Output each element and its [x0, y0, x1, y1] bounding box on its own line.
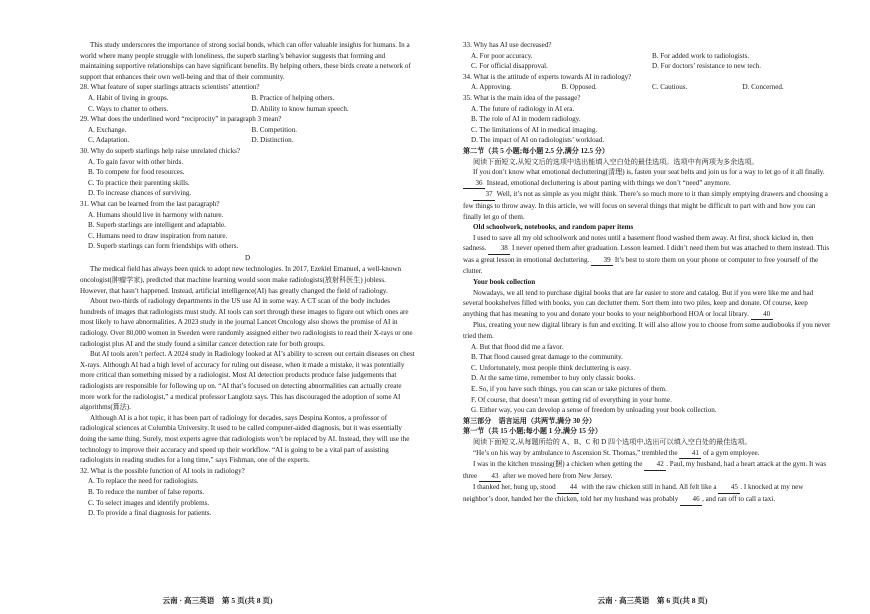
text-span: of a gym employee.	[703, 448, 760, 457]
blank-46: 46	[680, 494, 702, 506]
question-29: 29. What does the underlined word “reciprocity” in paragraph 3 mean?	[80, 115, 282, 124]
blank-45: 45	[718, 482, 740, 494]
option: D. The impact of AI on radiologists’ workload.	[471, 136, 605, 145]
option: B. Superb starlings are intelligent and adaptable.	[88, 221, 226, 230]
blank-39: 39	[591, 255, 613, 267]
option: B. That flood caused great damage to the community.	[471, 353, 623, 362]
option: C. Humans need to draw inspiration from nature.	[88, 231, 228, 240]
question-32-options	[88, 476, 415, 518]
option: D. At the same time, remember to buy only classic books.	[471, 374, 636, 383]
text-span: Instead, emotional decluttering is about parting with things we don’t “need” anymore.	[486, 178, 731, 187]
blank-37: 37	[473, 189, 495, 201]
question-34: 34. What is the attitude of experts towards AI in radiology?	[463, 72, 632, 81]
option: C. For official disapproval.	[471, 62, 548, 71]
option: D. Distinction.	[251, 136, 294, 145]
option: C. Cautious.	[652, 83, 688, 92]
text-span: I used to save all my old schoolwork and notes until a basement flood washed them away. At first, shock kicked in, then sadness.	[463, 233, 814, 253]
section-2-options	[471, 342, 833, 416]
option: E. So, if you have such things, you can scan or take pictures of them.	[471, 385, 667, 393]
question-31-options	[88, 210, 415, 252]
option: C. Ways to chatter to others.	[88, 104, 169, 113]
option: D. To provide a final diagnosis for patients.	[88, 509, 212, 518]
option: A. Humans should live in harmony with nature.	[88, 210, 224, 219]
right-column	[463, 40, 833, 506]
option: C. The limitations of AI in medical imaging.	[471, 125, 598, 134]
subheading-old-schoolwork: Old schoolwork, notebooks, and random paper items	[473, 223, 634, 232]
cloze-paragraph-3	[463, 233, 833, 277]
text-span: after we moved here from New Jersey.	[502, 471, 613, 480]
question-34-options	[471, 82, 833, 93]
text-span: . I knocked at my new neighbor’s door, handed her the chicken, told her my husband was probably	[463, 483, 804, 503]
text-span: “He’s on his way by ambulance to Ascension St. Thomas,” trembled the	[473, 448, 678, 457]
question-35: 35. What is the main idea of the passage?	[463, 93, 581, 102]
option: B. Opposed.	[561, 83, 597, 92]
question-31: 31. What can be learned from the last paragraph?	[80, 199, 220, 208]
option: A. To gain favor with other birds.	[88, 157, 184, 166]
option: A. For poor accuracy.	[471, 51, 533, 60]
question-35-options	[471, 104, 833, 146]
question-32: 32. What is the possible function of AI tools in radiology?	[80, 466, 245, 475]
question-33-options	[471, 51, 833, 72]
text-span: If you don’t know what emotional decluttering(清理) is, fasten your seat belts and join us for a way to let go of it all finally.	[473, 168, 825, 177]
text-span: Nowadays, we all tend to purchase digital books that are far easier to store and catalog. But if you were like me and had several bookshelves filled with books, you can declutter them. Sort them into two piles, keep and donate. Of course, keep anything that has meaning to you and donate your books to your neighborhood HOA or local library.	[463, 288, 814, 318]
passage-d-paragraph-3: But AI tools aren’t perfect. A 2024 study in Radiology looked at AI’s ability to screen out certain diseases on chest X-rays. Although AI had a high level of accuracy for ruling out disease, when it made a mistake, it was potentially more critical than something missed by a radiologist. Most AI detection products produce false judgements that radiologists are responsible for following up on. “AI that’s focused on detecting abnormalities can actually create more work for the radiologist,” a medical professor Langlotz says. This has discouraged the adoption of some AI algorithms(算法).	[80, 350, 415, 412]
blank-43: 43	[479, 471, 501, 483]
blank-40: 40	[751, 309, 773, 321]
cloze-c-paragraph-1	[463, 448, 833, 460]
question-28-options	[88, 93, 415, 114]
question-28: 28. What feature of super starlings attracts scientists’ attention?	[80, 83, 260, 92]
option: D. Concerned.	[742, 83, 784, 92]
option: A. Approving.	[471, 83, 512, 92]
option: B. The role of AI in modern radiology.	[471, 115, 581, 124]
question-30-options	[88, 157, 415, 199]
cloze-c-paragraph-2	[463, 459, 833, 482]
passage-d-paragraph-4: Although AI is a hot topic, it has been part of radiology for decades, says Despina Kontos, a professor of radiological sciences at Columbia University. It used to be called computer-aided diagnosis, but it was essentially doing the same thing. Surely, most experts agree that radiologists won’t be replaced by AI. Instead, they will use the technology to improve their accuracy and speed up their workflow. “AI is going to be a vital part of assisting radiologists in reading studies for a long time,” says Fishman, one of the experts.	[80, 413, 410, 465]
blank-38: 38	[488, 243, 510, 255]
section-2-title: 第二节（共 5 小题;每小题 2.5 分,满分 12.5 分）	[463, 146, 610, 155]
text-span: , and ran off to call a taxi.	[702, 494, 776, 503]
blank-42: 42	[644, 459, 666, 471]
option: B. Practice of helping others.	[251, 93, 335, 102]
option: B. Competition.	[251, 125, 298, 134]
option: A. To replace the need for radiologists.	[88, 477, 199, 486]
text-span: with the raw chicken still in hand. All felt like a	[581, 483, 717, 492]
option: G. Either way, you can develop a sense of freedom by unloading your book collection.	[471, 406, 717, 415]
option: B. To reduce the number of false reports.	[88, 487, 205, 496]
text-span: I never opened them after graduation. Lesson learned. I didn’t need them but was attached to them instead. This was a great lesson in emotional decluttering.	[463, 244, 830, 264]
option: A. Habit of living in groups.	[88, 93, 169, 102]
option: C. To practice their parenting skills.	[88, 178, 190, 187]
option: C. Adaptation.	[88, 136, 130, 145]
passage-d-paragraph-1: The medical field has always been quick to adopt new technologies. In 2017, Ezekiel Emanuel, a well-known oncologist(肿瘤学家), predicted that machine learning would soon make radiologists(放射科医生) jobless. However, that hasn’t happened. Instead, artificial intelligence(AI) has greatly changed the field of radiology.	[80, 265, 402, 295]
question-33: 33. Why has AI use decreased?	[463, 41, 552, 49]
option: B. To compete for food resources.	[88, 168, 185, 177]
option: D. Ability to know human speech.	[251, 104, 349, 113]
cloze-paragraph-5: Plus, creating your new digital library is fun and exciting. It will also allow you to choose from some audiobooks if you never tried them.	[463, 321, 831, 341]
section-2-instructions: 阅读下面短文,从短文后的选项中选出能填入空白处的最佳选项。选项中有两项为多余选项。	[473, 157, 759, 166]
cloze-c-paragraph-3	[463, 482, 833, 505]
blank-41: 41	[679, 448, 701, 460]
option: A. But that flood did me a favor.	[471, 342, 564, 351]
left-column	[80, 40, 415, 519]
option: A. The future of radiology in AI era.	[471, 104, 575, 113]
option: C. Unfortunately, most people think decluttering is easy.	[471, 363, 631, 372]
option: D. To increase chances of surviving.	[88, 189, 192, 198]
text-span: . Paul, my husband, had a heart attack at the gym. It was three	[463, 460, 827, 480]
cloze-paragraph-4	[463, 288, 833, 321]
part-3-title: 第三部分 语言运用（共两节,满分 30 分）	[463, 416, 597, 425]
blank-36: 36	[463, 178, 485, 190]
text-span: I was in the kitchen trussing(捆) a chicken when getting the	[473, 460, 643, 469]
blank-44: 44	[557, 482, 579, 494]
text-span: It’s best to store them on your phone or computer to free yourself of the clutter.	[463, 255, 819, 276]
passage-d-label: D	[244, 253, 251, 262]
passage-c-ending: This study underscores the importance of strong social bonds, which can offer valuable insights for humans. In a world where many people struggle with loneliness, the superb starling’s behavior suggests that forming and maintaining supportive relationships can have significant benefits. By helping others, these birds create a network of support that enhances their own well-being and that of their community.	[80, 41, 411, 81]
part-3-section-1-title: 第一节（共 15 小题;每小题 1 分,满分 15 分）	[463, 427, 602, 436]
option: C. To select images and identify problems.	[88, 498, 210, 507]
text-span: I thanked her, hung up, stood	[473, 483, 556, 492]
option: A. Exchange.	[88, 125, 127, 134]
question-30: 30. Why do superb starlings help raise unrelated chicks?	[80, 146, 241, 155]
cloze-paragraph-1	[463, 167, 833, 189]
right-page-footer: 云南 · 高三英语 第 6 页(共 8 页)	[597, 596, 708, 605]
option: D. For doctors’ resistance to new tech.	[652, 62, 762, 71]
left-page-footer: 云南 · 高三英语 第 5 页(共 8 页)	[162, 596, 273, 605]
text-span: Well, it’s not as simple as you might think. There’s so much more to it than simply emptying drawers and choosing a few things to throw away. In this article, we will focus on several things that might be difficult to part with and how you can finally let go of them.	[463, 190, 828, 221]
cloze-paragraph-2	[463, 189, 833, 222]
option: F. Of course, that doesn’t mean getting rid of everything in your home.	[471, 395, 672, 404]
subheading-book-collection: Your book collection	[473, 278, 536, 287]
option: D. Superb starlings can form friendships with others.	[88, 242, 239, 251]
right-page	[435, 0, 870, 614]
option: B. For added work to radiologists.	[652, 51, 750, 60]
passage-d-paragraph-2: About two-thirds of radiology departments in the US use AI in some way. A CT scan of the body includes hundreds of images that radiologists must study. AI tools can sort through these images to figure out which ones are most likely to have abnormalities. A 2023 study in the journal Lancet Oncology also shows the promise of AI in radiology. Over 80,000 women in Sweden were randomly assigned either two radiologists to read their X-rays or one radiologist plus AI and the study found a similar cancer detection rate for both groups.	[80, 297, 413, 348]
part-3-instructions: 阅读下面短文,从每题所给的 A、B、C 和 D 四个选项中,选出可以填入空白处的最佳选项。	[473, 437, 752, 446]
question-29-options	[88, 125, 415, 146]
